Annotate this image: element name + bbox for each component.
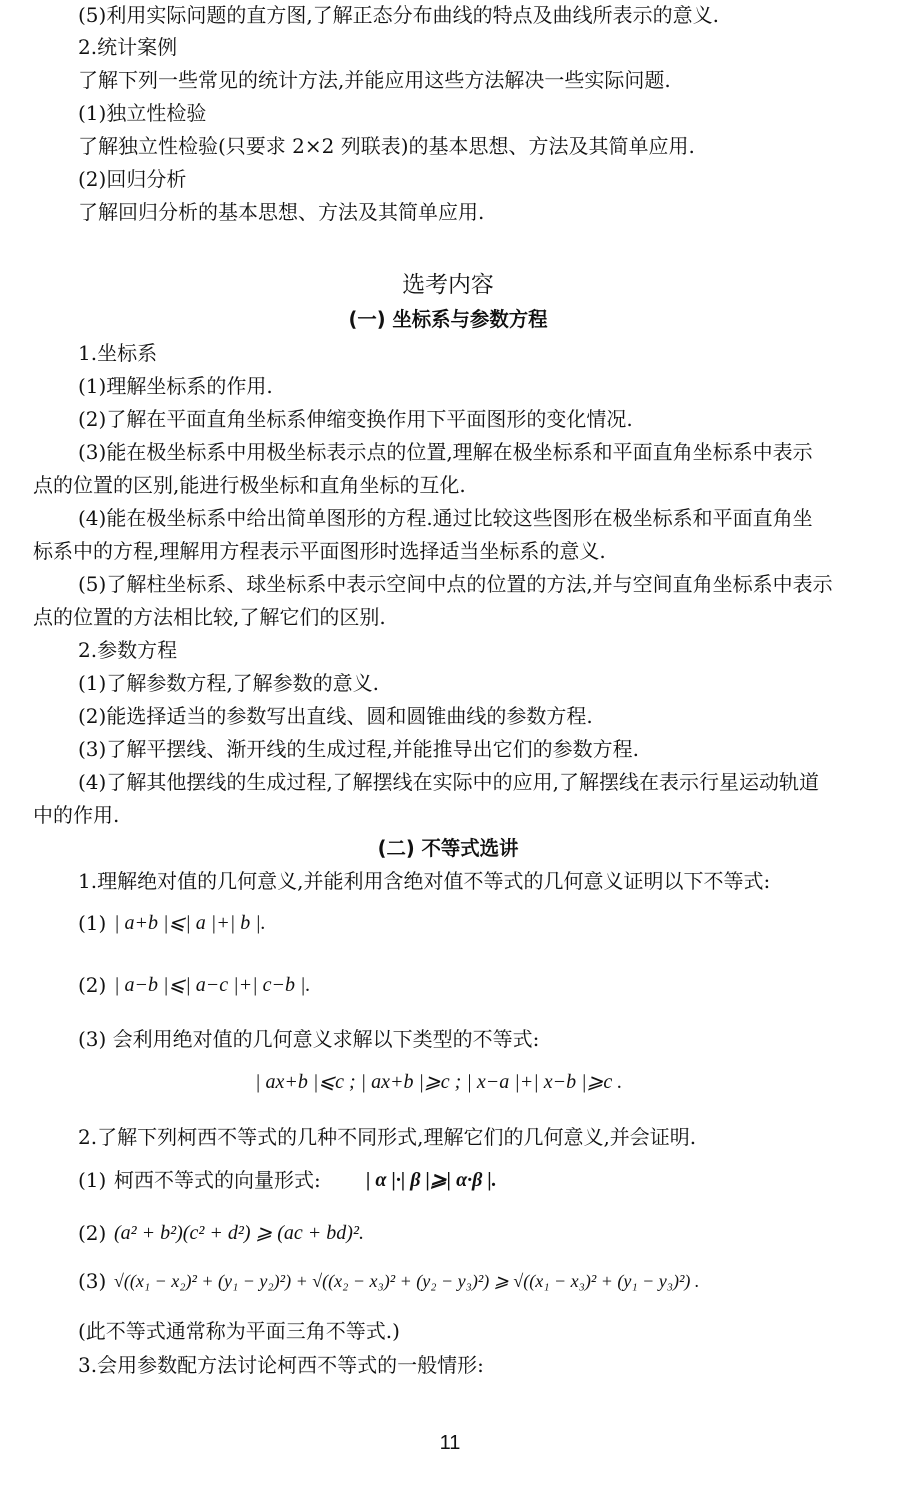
text-line: 1.理解绝对值的几何意义,并能利用含绝对值不等式的几何意义证明以下不等式:: [78, 869, 771, 893]
formula: √((x₁ − x₂)² + (y₁ − y₂)²) + √((x₂ − x₃)² + (y₂ − y₃)²) ⩾ √((x₁ − x₃)² + (y₁ − y₃)²) .: [114, 1271, 700, 1291]
text-line: (3) 会利用绝对值的几何意义求解以下类型的不等式:: [78, 1027, 540, 1051]
text-line: 了解回归分析的基本思想、方法及其简单应用.: [78, 200, 485, 224]
subsection-heading: (2)回归分析: [78, 167, 187, 191]
formula: | a+b |⩽| a |+| b |.: [114, 912, 266, 934]
text-line: 标系中的方程,理解用方程表示平面图形时选择适当坐标系的意义.: [33, 539, 606, 563]
formula-number: (1): [78, 1168, 107, 1192]
text-line: 了解下列一些常见的统计方法,并能应用这些方法解决一些实际问题.: [78, 68, 671, 92]
formula-number: (3): [78, 1269, 107, 1293]
subsection-heading: (1)独立性检验: [78, 101, 207, 125]
section-heading: 2.参数方程: [78, 638, 178, 662]
formula-number: (2): [78, 1221, 107, 1245]
text-line: (4)了解其他摆线的生成过程,了解摆线在实际中的应用,了解摆线在表示行星运动轨道: [78, 770, 820, 794]
text-line: (4)能在极坐标系中给出简单图形的方程.通过比较这些图形在极坐标系和平面直角坐: [78, 506, 813, 530]
page-title: 选考内容: [402, 272, 494, 298]
formula: | a−b |⩽| a−c |+| c−b |.: [114, 974, 311, 996]
text-line: (1)了解参数方程,了解参数的意义.: [78, 671, 380, 695]
text-line: (3)能在极坐标系中用极坐标表示点的位置,理解在极坐标系和平面直角坐标系中表示: [78, 440, 813, 464]
formula: | α |·| β |⩾| α·β |.: [366, 1169, 497, 1191]
formula: (a² + b²)(c² + d²) ⩾ (ac + bd)².: [114, 1222, 364, 1244]
text-line: 中的作用.: [33, 803, 120, 827]
page-number: 11: [439, 1432, 461, 1454]
formula: | ax+b |⩽c ; | ax+b |⩾c ; | x−a |+| x−b |⩾c .: [255, 1071, 623, 1093]
formula-number: (1): [78, 911, 107, 935]
text-line: (此不等式通常称为平面三角不等式.): [78, 1319, 400, 1343]
text-line: 2.了解下列柯西不等式的几种不同形式,理解它们的几何意义,并会证明.: [78, 1125, 697, 1149]
text-line: (5)了解柱坐标系、球坐标系中表示空间中点的位置的方法,并与空间直角坐标系中表示: [78, 572, 833, 596]
text-line: (3)了解平摆线、渐开线的生成过程,并能推导出它们的参数方程.: [78, 737, 640, 761]
text-line: (5)利用实际问题的直方图,了解正态分布曲线的特点及曲线所表示的意义.: [78, 3, 720, 27]
section-heading: 1.坐标系: [78, 341, 158, 365]
text-line: 了解独立性检验(只要求 2×2 列联表)的基本思想、方法及其简单应用.: [78, 134, 695, 158]
text-line: 点的位置的方法相比较,了解它们的区别.: [33, 605, 386, 629]
text-line: (2)能选择适当的参数写出直线、圆和圆锥曲线的参数方程.: [78, 704, 593, 728]
text-line: 柯西不等式的向量形式:: [114, 1168, 321, 1192]
text-line: (1)理解坐标系的作用.: [78, 374, 273, 398]
text-line: (2)了解在平面直角坐标系伸缩变换作用下平面图形的变化情况.: [78, 407, 633, 431]
text-line: 3.会用参数配方法讨论柯西不等式的一般情形:: [78, 1353, 484, 1377]
section-heading: 2.统计案例: [78, 35, 178, 59]
formula-number: (2): [78, 973, 107, 997]
section-title: (二) 不等式选讲: [377, 836, 519, 860]
section-title: (一) 坐标系与参数方程: [348, 307, 548, 331]
text-line: 点的位置的区别,能进行极坐标和直角坐标的互化.: [33, 473, 466, 497]
